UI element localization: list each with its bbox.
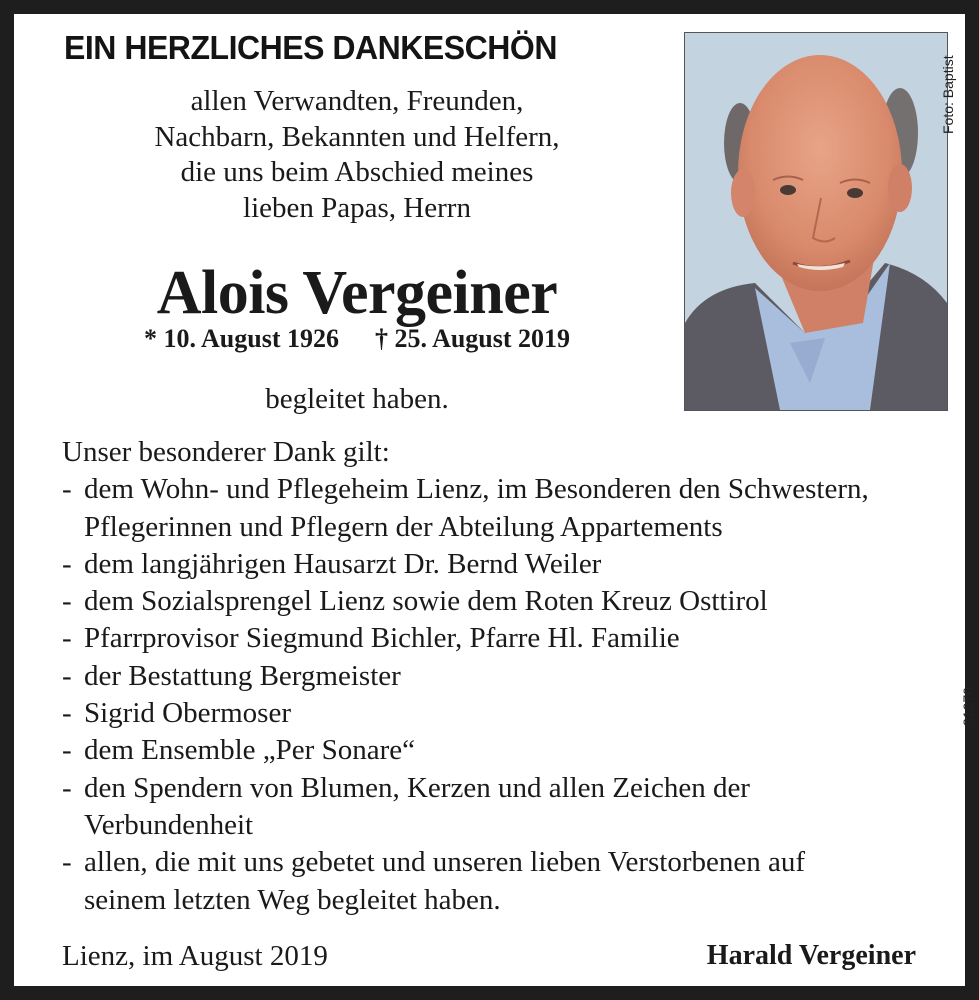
- bullet-dash: -: [62, 734, 72, 767]
- bullet-dash: -: [62, 585, 72, 618]
- bullet-dash: -: [62, 846, 72, 879]
- intro-line: lieben Papas, Herrn: [243, 191, 471, 224]
- thanks-title: Unser besonderer Dank gilt:: [62, 436, 390, 468]
- signature: Harald Vergeiner: [706, 940, 916, 971]
- deceased-name: Alois Vergeiner: [156, 259, 558, 327]
- bullet-dash: -: [62, 622, 72, 655]
- bullet-dash: -: [62, 771, 72, 804]
- place-date: Lienz, im August 2019: [62, 940, 328, 972]
- list-item: - der Bestattung Bergmeister: [62, 658, 942, 695]
- obituary-card: [14, 14, 976, 986]
- list-item: - dem Wohn- und Pflegeheim Lienz, im Besonderen den Schwestern, Pflegerinnen und Pflegern der Abteilung Appartements: [62, 473, 869, 543]
- followup-text: begleitet haben.: [265, 383, 449, 415]
- list-item: - allen, die mit uns gebetet und unseren lieben Verstorbenen auf seinem letzten Weg begleitet haben.: [62, 846, 806, 916]
- life-dates: [84, 323, 630, 355]
- headline: EIN HERZLICHES DANKESCHÖN: [64, 29, 557, 66]
- bullet-dash: -: [62, 659, 72, 692]
- intro-line: Nachbarn, Bekannten und Helfern,: [154, 120, 560, 153]
- bullet-dash: -: [62, 697, 72, 730]
- bullet-dash: -: [62, 547, 72, 580]
- portrait-photo: [684, 32, 948, 411]
- list-item: - dem langjährigen Hausarzt Dr. Bernd Weiler: [62, 546, 942, 583]
- list-item: - Pfarrprovisor Siegmund Bichler, Pfarre Hl. Familie: [62, 620, 942, 657]
- list-item: - den Spendern von Blumen, Kerzen und allen Zeichen der Verbundenheit: [62, 771, 750, 841]
- photo-credit: Foto: Baptist: [940, 55, 956, 134]
- thanks-list: [62, 471, 942, 919]
- list-item: - Sigrid Obermoser: [62, 695, 942, 732]
- list-item: - dem Ensemble „Per Sonare“: [62, 732, 942, 769]
- thanks-section: [62, 434, 942, 919]
- list-item: - dem Sozialsprengel Lienz sowie dem Roten Kreuz Osttirol: [62, 583, 942, 620]
- portrait-image-icon: [685, 33, 947, 410]
- death-date: † 25. August 2019: [375, 324, 571, 353]
- intro-line: allen Verwandten, Freunden,: [190, 85, 524, 117]
- intro-text: [84, 84, 630, 226]
- intro-line: die uns beim Abschied meines: [180, 156, 534, 188]
- birth-date: * 10. August 1926: [143, 324, 339, 353]
- bullet-dash: -: [62, 473, 72, 506]
- reference-code: 81270: [960, 687, 976, 726]
